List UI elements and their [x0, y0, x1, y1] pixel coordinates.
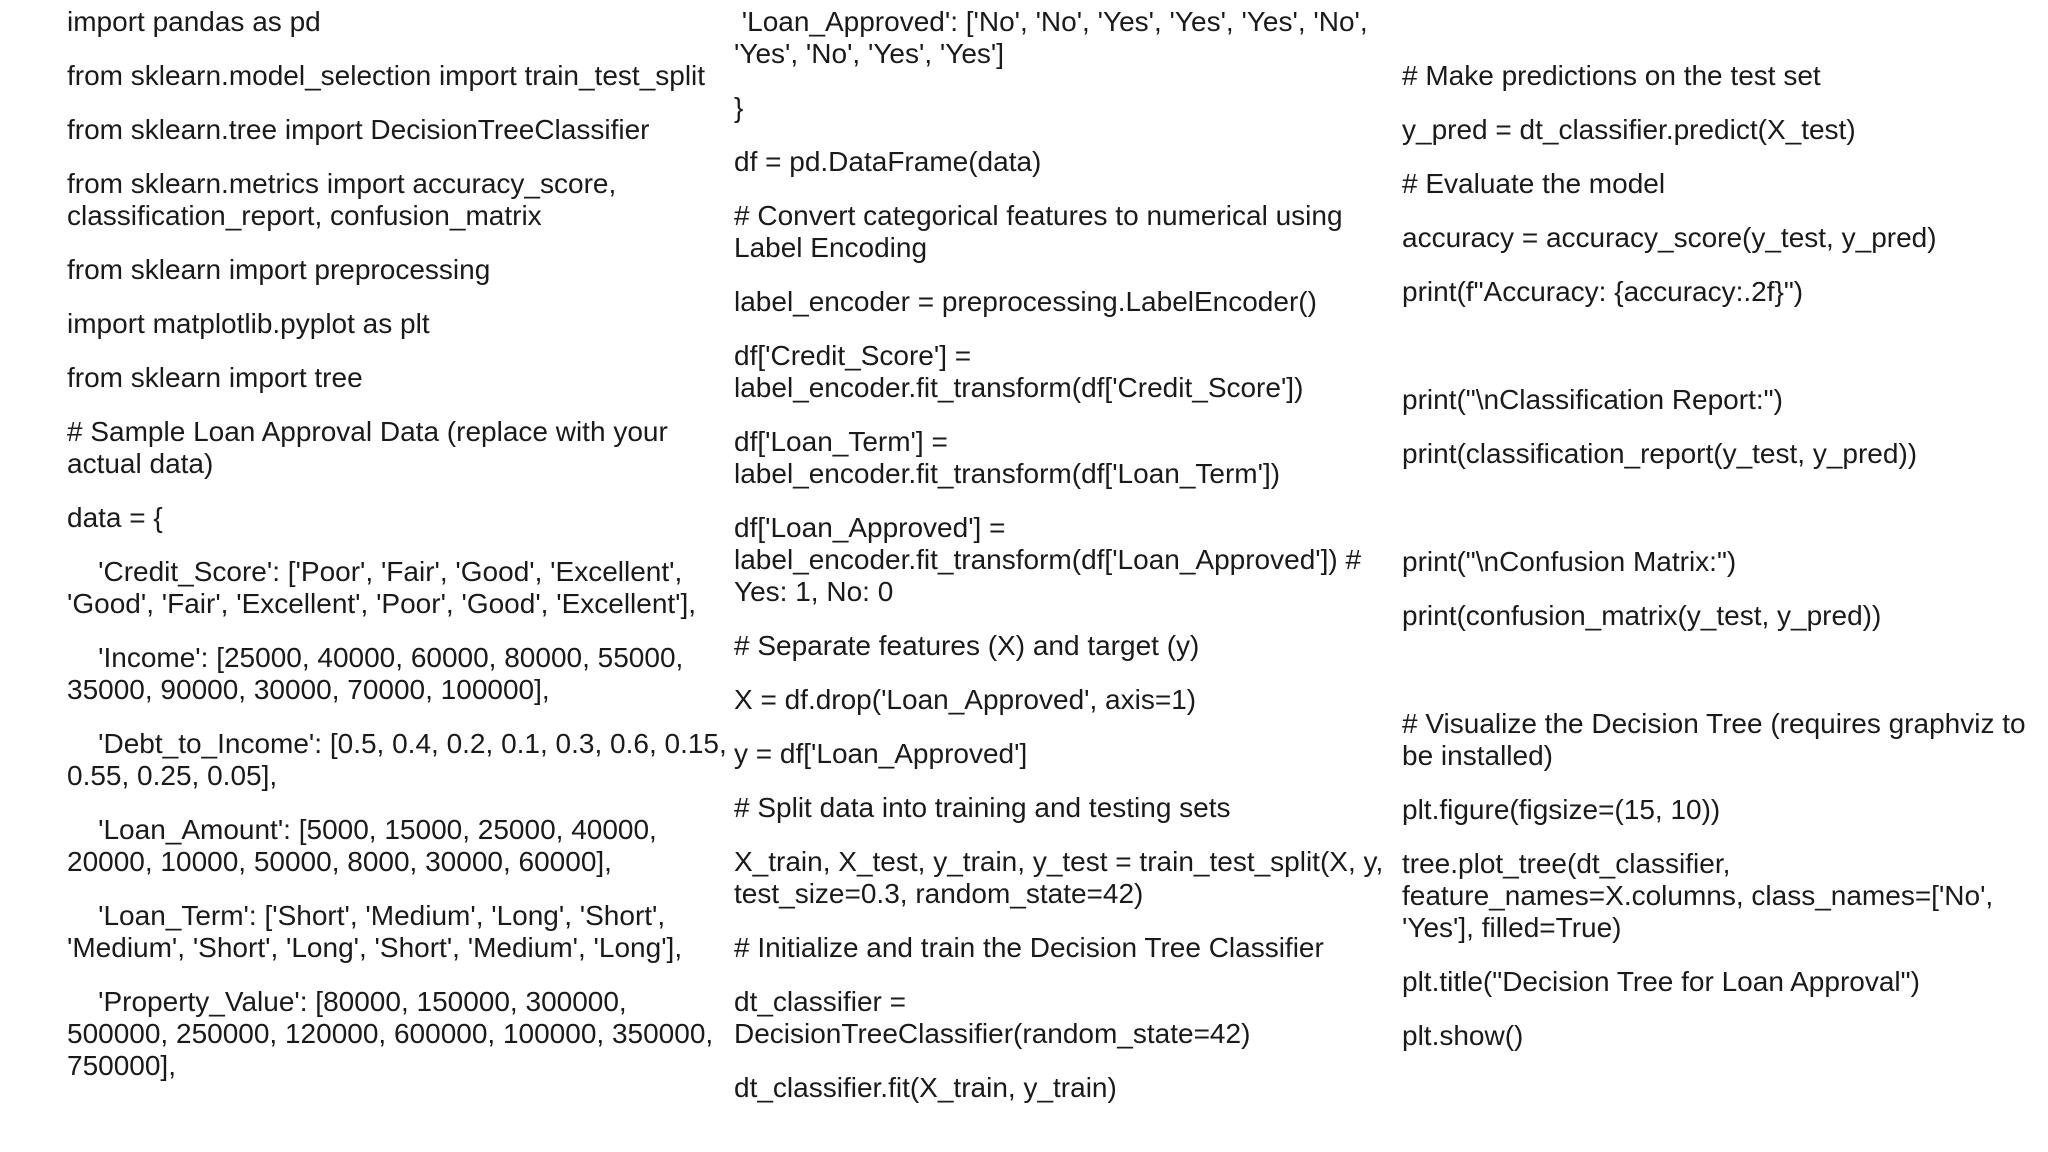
- code-line: df = pd.DataFrame(data): [734, 146, 1042, 177]
- code-line: import matplotlib.pyplot as plt: [67, 308, 430, 339]
- code-line: label_encoder = preprocessing.LabelEncoder(): [734, 286, 1317, 317]
- code-line: 'Loan_Approved': ['No', 'No', 'Yes', 'Yes', 'Yes', 'No', 'Yes', 'No', 'Yes', 'Yes']: [734, 6, 1376, 69]
- code-line: dt_classifier.fit(X_train, y_train): [734, 1072, 1117, 1103]
- code-line: 'Property_Value': [80000, 150000, 300000, 500000, 250000, 120000, 600000, 100000, 350000, 750000],: [67, 986, 721, 1081]
- code-line: plt.title("Decision Tree for Loan Approval"): [1402, 966, 1920, 997]
- code-comment: # Evaluate the model: [1402, 168, 1666, 199]
- code-line: print("\nConfusion Matrix:"): [1402, 546, 1737, 577]
- code-line: accuracy = accuracy_score(y_test, y_pred): [1402, 222, 1937, 253]
- code-line: tree.plot_tree(dt_classifier, feature_names=X.columns, class_names=['No', 'Yes'], filled=True): [1402, 848, 2001, 943]
- code-comment: # Sample Loan Approval Data (replace with your actual data): [67, 416, 676, 479]
- code-line: X_train, X_test, y_train, y_test = train_test_split(X, y, test_size=0.3, random_state=42): [734, 846, 1392, 909]
- code-line: from sklearn import preprocessing: [67, 254, 491, 285]
- code-comment: # Split data into training and testing sets: [734, 792, 1231, 823]
- code-comment: # Convert categorical features to numerical using Label Encoding: [734, 200, 1351, 263]
- code-line: 'Loan_Term': ['Short', 'Medium', 'Long', 'Short', 'Medium', 'Short', 'Long', 'Short', 'Medium', 'Long'],: [67, 900, 683, 963]
- code-line: X = df.drop('Loan_Approved', axis=1): [734, 684, 1197, 715]
- code-line: print("\nClassification Report:"): [1402, 384, 1783, 415]
- code-line: y_pred = dt_classifier.predict(X_test): [1402, 114, 1856, 145]
- code-line: plt.figure(figsize=(15, 10)): [1402, 794, 1721, 825]
- code-line: print(classification_report(y_test, y_pred)): [1402, 438, 1918, 469]
- code-comment: # Initialize and train the Decision Tree Classifier: [734, 932, 1324, 963]
- code-line: y = df['Loan_Approved']: [734, 738, 1028, 769]
- code-line: 'Credit_Score': ['Poor', 'Fair', 'Good', 'Excellent', 'Good', 'Fair', 'Excellent', 'Poor', 'Good', 'Excellent'],: [67, 556, 697, 619]
- code-comment: # Make predictions on the test set: [1402, 60, 1821, 91]
- code-line: from sklearn.tree import DecisionTreeClassifier: [67, 114, 650, 145]
- code-line: 'Income': [25000, 40000, 60000, 80000, 55000, 35000, 90000, 30000, 70000, 100000],: [67, 642, 692, 705]
- code-comment: # Visualize the Decision Tree (requires graphviz to be installed): [1402, 708, 2034, 771]
- code-line: df['Credit_Score'] = label_encoder.fit_transform(df['Credit_Score']): [734, 340, 1304, 403]
- code-line: plt.show(): [1402, 1020, 1524, 1051]
- code-line: df['Loan_Approved'] = label_encoder.fit_transform(df['Loan_Approved']) # Yes: 1, No: 0: [734, 512, 1369, 607]
- code-line: }: [734, 92, 744, 123]
- code-line: from sklearn import tree: [67, 362, 363, 393]
- code-line: print(f"Accuracy: {accuracy:.2f}"): [1402, 276, 1804, 307]
- code-line: data = {: [67, 502, 163, 533]
- code-line: dt_classifier = DecisionTreeClassifier(random_state=42): [734, 986, 1251, 1049]
- code-line: df['Loan_Term'] = label_encoder.fit_transform(df['Loan_Term']): [734, 426, 1281, 489]
- code-line: print(confusion_matrix(y_test, y_pred)): [1402, 600, 1882, 631]
- code-line: from sklearn.metrics import accuracy_score, classification_report, confusion_matrix: [67, 168, 625, 231]
- code-line: import pandas as pd: [67, 6, 321, 37]
- code-line: from sklearn.model_selection import train_test_split: [67, 60, 706, 91]
- code-line: 'Debt_to_Income': [0.5, 0.4, 0.2, 0.1, 0.3, 0.6, 0.15, 0.55, 0.25, 0.05],: [67, 728, 735, 791]
- code-comment: # Separate features (X) and target (y): [734, 630, 1200, 661]
- code-line: 'Loan_Amount': [5000, 15000, 25000, 40000, 20000, 10000, 50000, 8000, 30000, 60000],: [67, 814, 665, 877]
